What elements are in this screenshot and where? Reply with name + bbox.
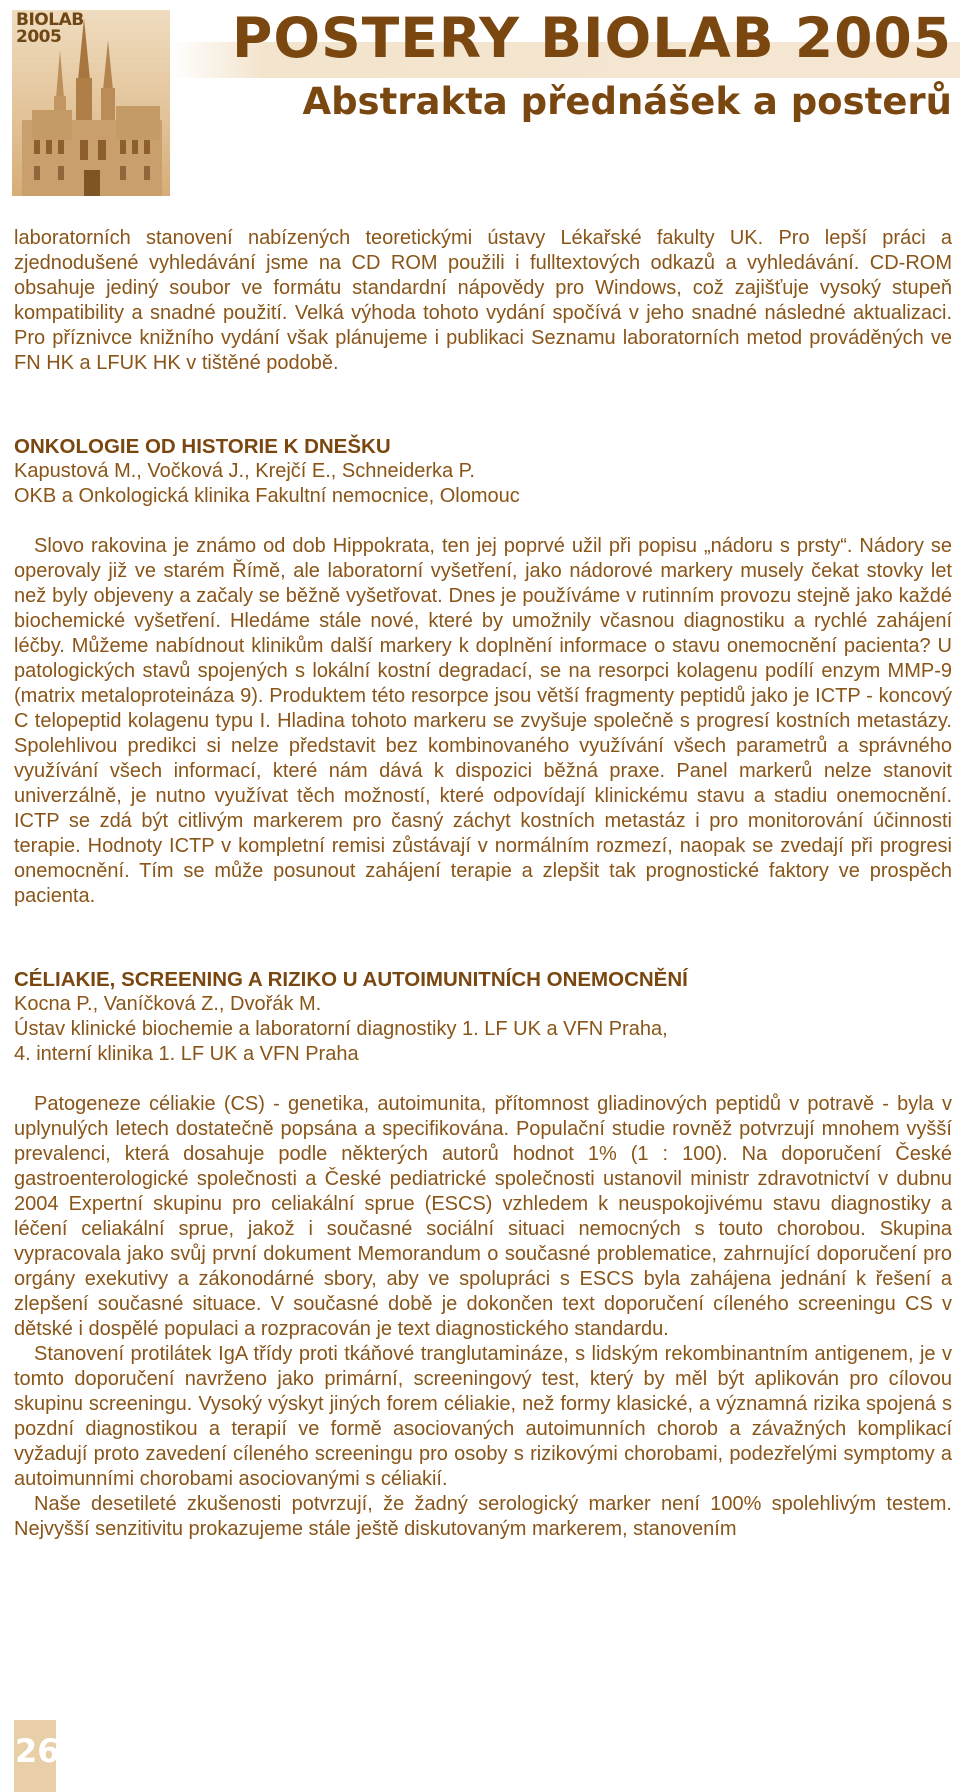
section-paragraph: Patogeneze céliakie (CS) - genetika, autoimunita, přítomnost gliadinových peptidů v potravě - byla v uplynulých letech dostatečně popsána a specifikována. Populační studie rovněž potvrzují mnohem vyšší prevalenci, která dosahuje podle některých autorů hodnot 1% (1 : 100). Na doporučení České gastroenterologické společnosti a České pediatrické společnosti ustanovil ministr zdravotnictví v dubnu 2004 Expertní skupinu pro celiakální sprue (ESCS) vzhledem k neuspokojivému stavu diagnostiky a léčení celiakální sprue, jakož i současné sociální situaci nemocných s touto chorobou. Skupina vypracovala jako svůj první dokument Memorandum o současné problematice, zahrnující doporučení pro orgány exekutivy a zákonodárné sbory, aby ve spolupráci s ESCS byla zahájena jednání k řešení a zlepšení současné situace. V současné době je dokončen text doporučení cíleného screeningu CS v dětské i dospělé populaci a rozpracován je text diagnostického standardu. xyxy=(14,1093,952,1340)
section-title: CÉLIAKIE, SCREENING A RIZIKO U AUTOIMUNITNÍCH ONEMOCNĚNÍ xyxy=(14,968,688,991)
abstract-onkologie xyxy=(14,434,952,909)
logo-text: BIOLAB 2005 xyxy=(16,10,84,47)
page-number-tab xyxy=(14,1720,60,1792)
section-title: ONKOLOGIE OD HISTORIE K DNEŠKU xyxy=(14,435,391,458)
page-subtitle: Abstrakta přednášek a posterů xyxy=(302,80,952,123)
section-paragraph: Slovo rakovina je známo od dob Hippokrata, ten jej poprvé užil při popisu „nádoru s prsty“. Nádory se operovaly již ve starém Římě, ale laboratorní vyšetření, jako nádorové markery musely čekat stovky let než byly objeveny a začaly se běžně vyšetřovat. Dnes je používáme v rutinním provozu stejně jako každé biochemické vyšetření. Hledáme stále nové, které by umožnily včasnou diagnostiku a rychlé zahájení léčby. Můžeme nabídnout klinikům další markery k doplnění informace o stavu onemocnění pacienta? U patologických stavů spojených s lokální kostní degradací, se na resorpci kolagenu podílí enzym MMP-9 (matrix metaloproteináza 9). Produktem této resorpce jsou větší fragmenty peptidů jako je ICTP - koncový C telopeptid kolagenu typu I. Hladina tohoto markeru se zvyšuje společně s progresí kostních metastázy. Spolehlivou predikci si nelze představit bez kombinovaného využívání všech parametrů a správného využívání všech informací, které nám dává k dispozici běžná praxe. Panel markerů nelze stanovit univerzálně, je nutno využívat těch možností, které odpovídají klinickému stavu a stadiu onemocnění. ICTP se zdá být citlivým markerem pro časný záchyt kostních metastáz i pro monitorování účinnosti terapie. Hodnoty ICTP v kompletní remisi zůstávají v normálním rozmezí, naopak se zvedají při progresi onemocnění. Tím se může posunout zahájení terapie a zlepšit tak prognostické faktory ve prospěch pacienta. xyxy=(14,535,952,907)
abstract-celiakie xyxy=(14,967,952,1542)
page-number: 26 xyxy=(15,1732,60,1770)
section-spacer xyxy=(14,909,952,967)
section-spacer xyxy=(14,376,952,434)
biolab-logo xyxy=(12,10,170,196)
section-paragraph: Naše desetileté zkušenosti potvrzují, že žadný serologický marker není 100% spolehlivým testem. Nejvyšší senzitivitu prokazujeme stále ještě diskutovaným markerem, stanovením xyxy=(14,1493,952,1540)
section-paragraph: Stanovení protilátek IgA třídy proti tkáňové tranglutamináze, s lidským rekombinantním antigenem, je v tomto doporučení navrženo jako primární, screeningový test, který by měl být aplikován pro cílovou skupinu screeningu. Vysoký výskyt jiných forem céliakie, než formy klasické, a významná rizika spojená s pozdní diagnostikou a terapií ve formě asociovaných autoimunních chorob a závažných komplikací vyžadují proto zavedení cíleného screeningu pro osoby s rizikovými chorobami, podezřelými symptomy a autoimunními chorobami asociovanými s céliakií. xyxy=(14,1343,952,1490)
section-authors: Kapustová M., Vočková J., Krejčí E., Schneiderka P. xyxy=(14,460,475,482)
paragraph-spacer xyxy=(14,509,952,534)
section-affiliation: Ústav klinické biochemie a laboratorní diagnostiky 1. LF UK a VFN Praha, xyxy=(14,1018,668,1040)
article-content xyxy=(14,226,952,1542)
page-header xyxy=(0,0,960,200)
page-title: POSTERY BIOLAB 2005 xyxy=(232,6,952,70)
paragraph-spacer xyxy=(14,1067,952,1092)
section-affiliation: 4. interní klinika 1. LF UK a VFN Praha xyxy=(14,1043,359,1065)
intro-paragraph: laboratorních stanovení nabízených teoretickými ústavy Lékařské fakulty UK. Pro lepší práci a zjednodušené vyhledávání jsme na CD ROM použili i fulltextových odkazů a vyhledávání. CD-ROM obsahuje jediný soubor ve formátu standardní nápovědy pro Windows, což zajišťuje vysoký stupeň kompatibility a snadné použití. Velká výhoda tohoto vydání spočívá v jeho snadné následné aktualizaci. Pro příznivce knižního vydání však plánujeme i publikaci Seznamu laboratorních metod prováděných ve FN HK a LFUK HK v tištěné podobě. xyxy=(14,227,952,374)
section-affiliation: OKB a Onkologická klinika Fakultní nemocnice, Olomouc xyxy=(14,485,520,507)
section-authors: Kocna P., Vaníčková Z., Dvořák M. xyxy=(14,993,322,1015)
